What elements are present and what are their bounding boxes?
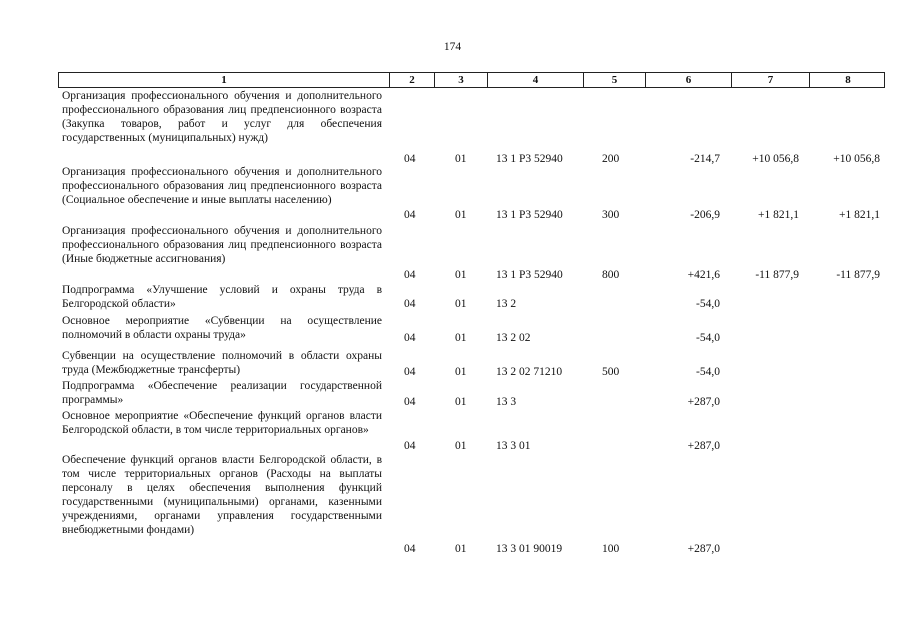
row-col-2: 04 xyxy=(404,269,416,281)
row-col-8: -11 877,9 xyxy=(836,269,880,281)
row-col-3: 01 xyxy=(455,366,467,378)
row-col-4: 13 2 02 71210 xyxy=(496,366,563,378)
row-col-8: +1 821,1 xyxy=(839,209,880,221)
row-col-3: 01 xyxy=(455,269,467,281)
row-col-3: 01 xyxy=(455,543,467,555)
row-col-7: -11 877,9 xyxy=(755,269,799,281)
row-description: Основное мероприятие «Субвенции на осуществление полномочий в области охраны труда» xyxy=(62,315,382,341)
row-col-3: 01 xyxy=(455,298,467,310)
header-col-5: 5 xyxy=(583,73,645,87)
row-col-3: 01 xyxy=(455,396,467,408)
row-col-2: 04 xyxy=(404,209,416,221)
row-col-5: 800 xyxy=(602,269,620,281)
row-col-4: 13 3 01 90019 xyxy=(496,543,563,555)
row-col-4: 13 1 P3 52940 xyxy=(496,269,563,281)
row-col-2: 04 xyxy=(404,543,416,555)
row-description: Организация профессионального обучения и дополнительного профессионального образования лиц предпенсионного возраста (Социальное обеспечение и иные выплаты населению) xyxy=(62,166,382,206)
header-col-8: 8 xyxy=(809,73,886,87)
row-col-7: +1 821,1 xyxy=(758,209,799,221)
row-col-2: 04 xyxy=(404,153,416,165)
row-col-2: 04 xyxy=(404,396,416,408)
header-col-1: 1 xyxy=(221,74,227,86)
row-col-4: 13 2 xyxy=(496,298,517,310)
row-description: Подпрограмма «Улучшение условий и охраны труда в Белгородской области» xyxy=(62,284,382,310)
row-description: Подпрограмма «Обеспечение реализации государственной программы» xyxy=(62,380,382,406)
row-col-4: 13 3 xyxy=(496,396,517,408)
row-col-2: 04 xyxy=(404,298,416,310)
row-col-3: 01 xyxy=(455,332,467,344)
row-col-6: -214,7 xyxy=(690,153,720,165)
row-col-6: -54,0 xyxy=(696,332,720,344)
row-col-4: 13 1 P3 52940 xyxy=(496,153,563,165)
row-col-4: 13 1 P3 52940 xyxy=(496,209,563,221)
row-col-4: 13 3 01 xyxy=(496,440,531,452)
row-col-5: 500 xyxy=(602,366,620,378)
row-col-4: 13 2 02 xyxy=(496,332,531,344)
header-col-4: 4 xyxy=(487,73,583,87)
row-col-3: 01 xyxy=(455,209,467,221)
row-col-5: 300 xyxy=(602,209,620,221)
row-col-6: +421,6 xyxy=(687,269,720,281)
row-description: Организация профессионального обучения и дополнительного профессионального образования лиц предпенсионного возраста (Закупка товаров, работ и услуг для обеспечения государственных (муниципальных) нужд) xyxy=(62,90,382,144)
table-header xyxy=(58,72,885,88)
row-col-3: 01 xyxy=(455,440,467,452)
row-col-8: +10 056,8 xyxy=(833,153,880,165)
row-col-3: 01 xyxy=(455,153,467,165)
row-col-6: -54,0 xyxy=(696,366,720,378)
row-col-2: 04 xyxy=(404,332,416,344)
row-col-6: +287,0 xyxy=(687,440,720,452)
row-col-2: 04 xyxy=(404,440,416,452)
row-description: Субвенции на осуществление полномочий в области охраны труда (Межбюджетные трансферты) xyxy=(62,350,382,376)
header-col-2: 2 xyxy=(389,73,434,87)
row-col-5: 100 xyxy=(602,543,620,555)
header-col-3: 3 xyxy=(434,73,487,87)
row-description: Основное мероприятие «Обеспечение функций органов власти Белгородской области, в том числе территориальных органов» xyxy=(62,410,382,436)
header-col-6: 6 xyxy=(645,73,731,87)
row-col-7: +10 056,8 xyxy=(752,153,799,165)
header-col-7: 7 xyxy=(731,73,809,87)
row-col-6: +287,0 xyxy=(687,543,720,555)
row-description: Обеспечение функций органов власти Белгородской области, в том числе территориальных органов (Расходы на выплаты персоналу в целях обеспечения выполнения функций государственными (муниципальными) органами, казенными учреждениями, органами управления государственными внебюджетными фондами) xyxy=(62,454,382,536)
row-col-6: -54,0 xyxy=(696,298,720,310)
row-col-6: -206,9 xyxy=(690,209,720,221)
row-col-6: +287,0 xyxy=(687,396,720,408)
row-col-2: 04 xyxy=(404,366,416,378)
row-description: Организация профессионального обучения и дополнительного профессионального образования лиц предпенсионного возраста (Иные бюджетные ассигнования) xyxy=(62,225,382,265)
page-number: 174 xyxy=(443,41,462,53)
row-col-5: 200 xyxy=(602,153,620,165)
